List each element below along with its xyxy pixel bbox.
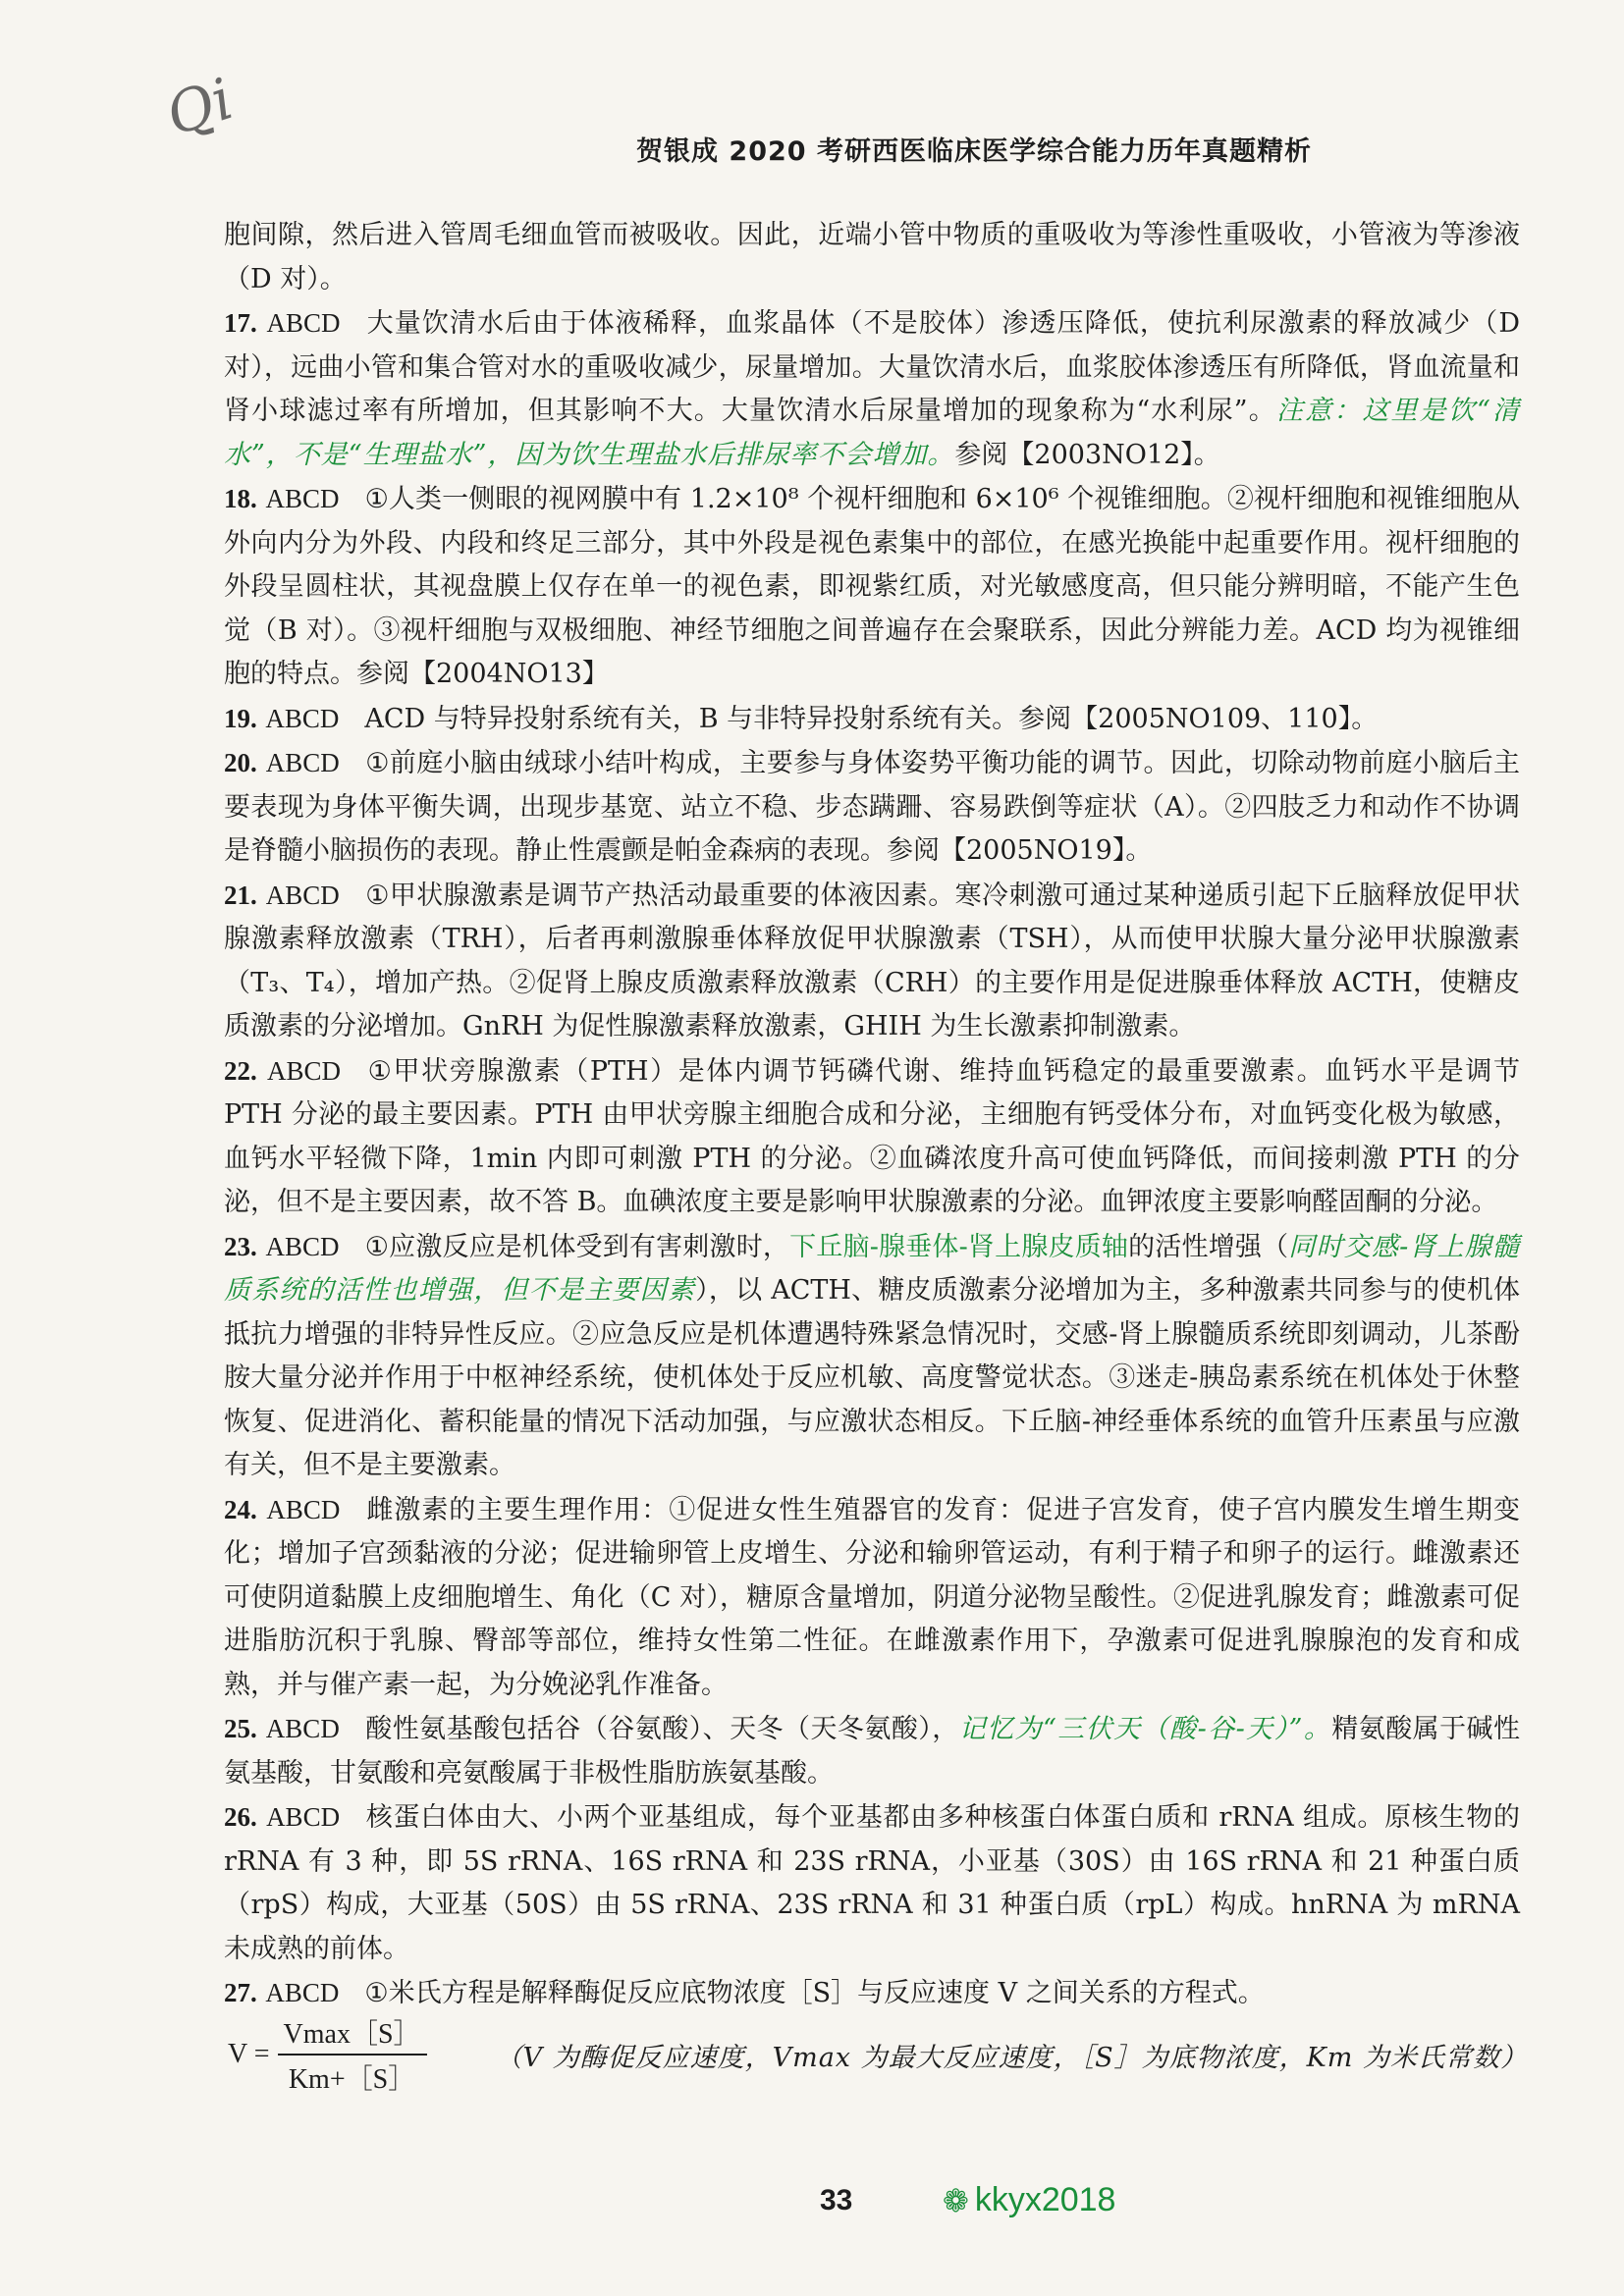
answer-17 — [224, 301, 1520, 477]
watermark-text: kkyx2018 — [974, 2181, 1116, 2218]
answer-options: ABCD — [265, 484, 340, 513]
answer-text: 核蛋白体由大、小两个亚基组成，每个亚基都由多种核蛋白体蛋白质和 rRNA 组成。原核生物的 rRNA 有 3 种，即 5S rRNA、16S rRNA 和 23S rRNA，小亚基（30S）由 16S rRNA 和 21 种蛋白质（rpS）构成，大亚基（50S）由 5S rRNA、23S rRNA 和 31 种蛋白质（rpL）构成。hnRNA 为 mRNA 未成熟的前体。 — [224, 1802, 1520, 1964]
question-number: 22. — [224, 1055, 257, 1086]
answer-text: ①甲状腺激素是调节产热活动最重要的体液因素。寒冷刺激可通过某种递质引起下丘脑释放促甲状腺激素释放激素（TRH），后者再刺激腺垂体释放促甲状腺激素（TSH），从而使甲状腺大量分泌甲状腺激素（T₃、T₄），增加产热。②促肾上腺皮质激素释放激素（CRH）的主要作用是促进腺垂体释放 ACTH，使糖皮质激素的分泌增加。GnRH 为促性腺激素释放激素，GHIH 为生长激素抑制激素。 — [224, 880, 1521, 1041]
wechat-icon: ❁ — [943, 2182, 969, 2218]
answer-options: ABCD — [266, 1055, 341, 1086]
formula-note: （V 为酶促反应速度，Vmax 为最大反应速度，［S］为底物浓度，Km 为米氏常数） — [495, 2042, 1528, 2073]
answer-22 — [224, 1049, 1520, 1225]
answer-options: ABCD — [266, 308, 341, 338]
answer-text-pre: 酸性氨基酸包括谷（谷氨酸）、天冬（天冬氨酸）， — [364, 1714, 959, 1744]
answer-body — [224, 214, 1520, 2016]
note-text: 记忆为“三伏天（酸-谷-天）”。 — [958, 1714, 1332, 1744]
question-number: 25. — [224, 1714, 257, 1743]
answer-options: ABCD — [265, 1231, 340, 1261]
answer-options: ABCD — [265, 880, 340, 910]
watermark — [943, 2181, 1115, 2219]
question-number: 18. — [224, 484, 257, 513]
michaelis-menten-formula — [228, 2012, 1528, 2097]
answer-text: 雌激素的主要生理作用：①促进女性生殖器官的发育：促进子宫发育，使子宫内膜发生增生期变化；增加子宫颈黏液的分泌；促进输卵管上皮增生、分泌和输卵管运动，有利于精子和卵子的运行。雌激素还可使阴道黏膜上皮细胞增生、角化（C 对），糖原含量增加，阴道分泌物呈酸性。②促进乳腺发育；雌激素可促进脂肪沉积于乳腺、臀部等部位，维持女性第二性征。在雌激素作用下，孕激素可促进乳腺腺泡的发育和成熟，并与催产素一起，为分娩泌乳作准备。 — [224, 1494, 1520, 1700]
page-number: 33 — [820, 2184, 853, 2216]
question-number: 23. — [224, 1231, 257, 1261]
answer-18 — [224, 477, 1520, 697]
answer-options: ABCD — [265, 748, 340, 777]
answer-options: ABCD — [265, 1978, 340, 2007]
answer-21 — [224, 874, 1520, 1049]
answer-options: ABCD — [266, 1802, 341, 1832]
answer-27 — [224, 1971, 1520, 2016]
answer-text-post: 精氨酸属于碱性氨基酸，甘氨酸和亮氨酸属于非极性脂肪族氨基酸。 — [224, 1714, 1521, 1789]
answer-options: ABCD — [265, 1714, 340, 1743]
question-number: 20. — [224, 748, 257, 777]
formula-fraction — [278, 2012, 427, 2097]
answer-text: ①前庭小脑由绒球小结叶构成，主要参与身体姿势平衡功能的调节。因此，切除动物前庭小脑后主要表现为身体平衡失调，出现步基宽、站立不稳、步态蹒跚、容易跌倒等症状（A）。②四肢乏力和动作不协调是脊髓小脑损伤的表现。静止性震颤是帕金森病的表现。参阅【2005NO19】。 — [224, 748, 1521, 866]
answer-text: 大量饮清水后由于体液稀释，血浆晶体（不是胶体）渗透压降低，使抗利尿激素的释放减少（D 对），远曲小管和集合管对水的重吸收减少，尿量增加。大量饮清水后，血浆胶体渗透压有所降低，肾血流量和肾小球滤过率有所增加，但其影响不大。大量饮清水后尿量增加的现象称为“水利尿”。 — [224, 308, 1520, 426]
highlight-text: 下丘脑-腺垂体-肾上腺皮质轴 — [789, 1231, 1129, 1262]
handwritten-signature: Qi — [158, 65, 241, 149]
question-number: 26. — [224, 1802, 257, 1832]
answer-text: ①甲状旁腺激素（PTH）是体内调节钙磷代谢、维持血钙稳定的最重要激素。血钙水平是调节 PTH 分泌的最主要因素。PTH 由甲状旁腺主细胞合成和分泌，主细胞有钙受体分布，对血钙变化极为敏感，血钙水平轻微下降，1min 内即可刺激 PTH 的分泌。②血磷浓度升高可使血钙降低，而间接刺激 PTH 的分泌，但不是主要因素，故不答 B。血碘浓度主要是影响甲状腺激素的分泌。血钾浓度主要影响醛固酮的分泌。 — [224, 1055, 1520, 1217]
answer-text-mid: 的活性增强（ — [1128, 1231, 1289, 1262]
question-number: 21. — [224, 880, 257, 910]
answer-25 — [224, 1707, 1520, 1795]
question-number: 17. — [224, 308, 257, 338]
answer-20 — [224, 741, 1520, 874]
answer-26 — [224, 1795, 1520, 1971]
question-number: 24. — [224, 1494, 257, 1524]
question-number: 19. — [224, 703, 257, 733]
page-header: 贺银成 2020 考研西医临床医学综合能力历年真题精析 — [636, 136, 1312, 167]
answer-text-pre: ①应激反应是机体受到有害刺激时， — [364, 1231, 790, 1262]
note-text: 注意：这里是饮“清水”，不是“生理盐水”，因为饮生理盐水后排尿率不会增加。 — [224, 396, 1520, 470]
answer-text-post: ），以 ACTH、糖皮质激素分泌增加为主，多种激素共同参与的使机体抵抗力增强的非特异性反应。②应急反应是机体遭遇特殊紧急情况时，交感-肾上腺髓质系统即刻调动，儿茶酚胺大量分泌并作用于中枢神经系统，使机体处于反应机敏、高度警觉状态。③迷走-胰岛素系统在机体处于休整恢复、促进消化、蓄积能量的情况下活动加强，与应激状态相反。下丘脑-神经垂体系统的血管升压素虽与应激有关，但不是主要激素。 — [224, 1275, 1520, 1480]
answer-text: ①人类一侧眼的视网膜中有 1.2×10⁸ 个视杆细胞和 6×10⁶ 个视锥细胞。②视杆细胞和视锥细胞从外向内分为外段、内段和终足三部分，其中外段是视色素集中的部位，在感光换能中起重要作用。视杆细胞的外段呈圆柱状，其视盘膜上仅存在单一的视色素，即视紫红质，对光敏感度高，但只能分辨明暗，不能产生色觉（B 对）。③视杆细胞与双极细胞、神经节细胞之间普遍存在会聚联系，因此分辨能力差。ACD 均为视锥细胞的特点。参阅【2004NO13】 — [224, 484, 1520, 689]
answer-23 — [224, 1225, 1520, 1488]
answer-text: ①米氏方程是解释酶促反应底物浓度［S］与反应速度 V 之间关系的方程式。 — [364, 1978, 1265, 2008]
intro-paragraph: 胞间隙，然后进入管周毛细血管而被吸收。因此，近端小管中物质的重吸收为等渗性重吸收，小管液为等渗液（D 对）。 — [224, 220, 1520, 294]
answer-19 — [224, 697, 1520, 742]
answer-options: ABCD — [266, 1494, 341, 1524]
formula-denominator: Km+［S］ — [288, 2064, 416, 2095]
question-number: 27. — [224, 1978, 257, 2007]
note-text: 同时交感-肾上腺髓质系统的活性也增强，但不是主要因素 — [224, 1231, 1520, 1306]
answer-options: ABCD — [265, 703, 340, 733]
answer-text: ACD 与特异投射系统有关，B 与非特异投射系统有关。参阅【2005NO109、110】。 — [364, 703, 1379, 734]
answer-24 — [224, 1488, 1520, 1708]
formula-numerator: Vmax［S］ — [278, 2012, 427, 2056]
formula-lhs: V = — [228, 2039, 270, 2069]
reference-text: 参阅【2003NO12】。 — [954, 439, 1220, 470]
